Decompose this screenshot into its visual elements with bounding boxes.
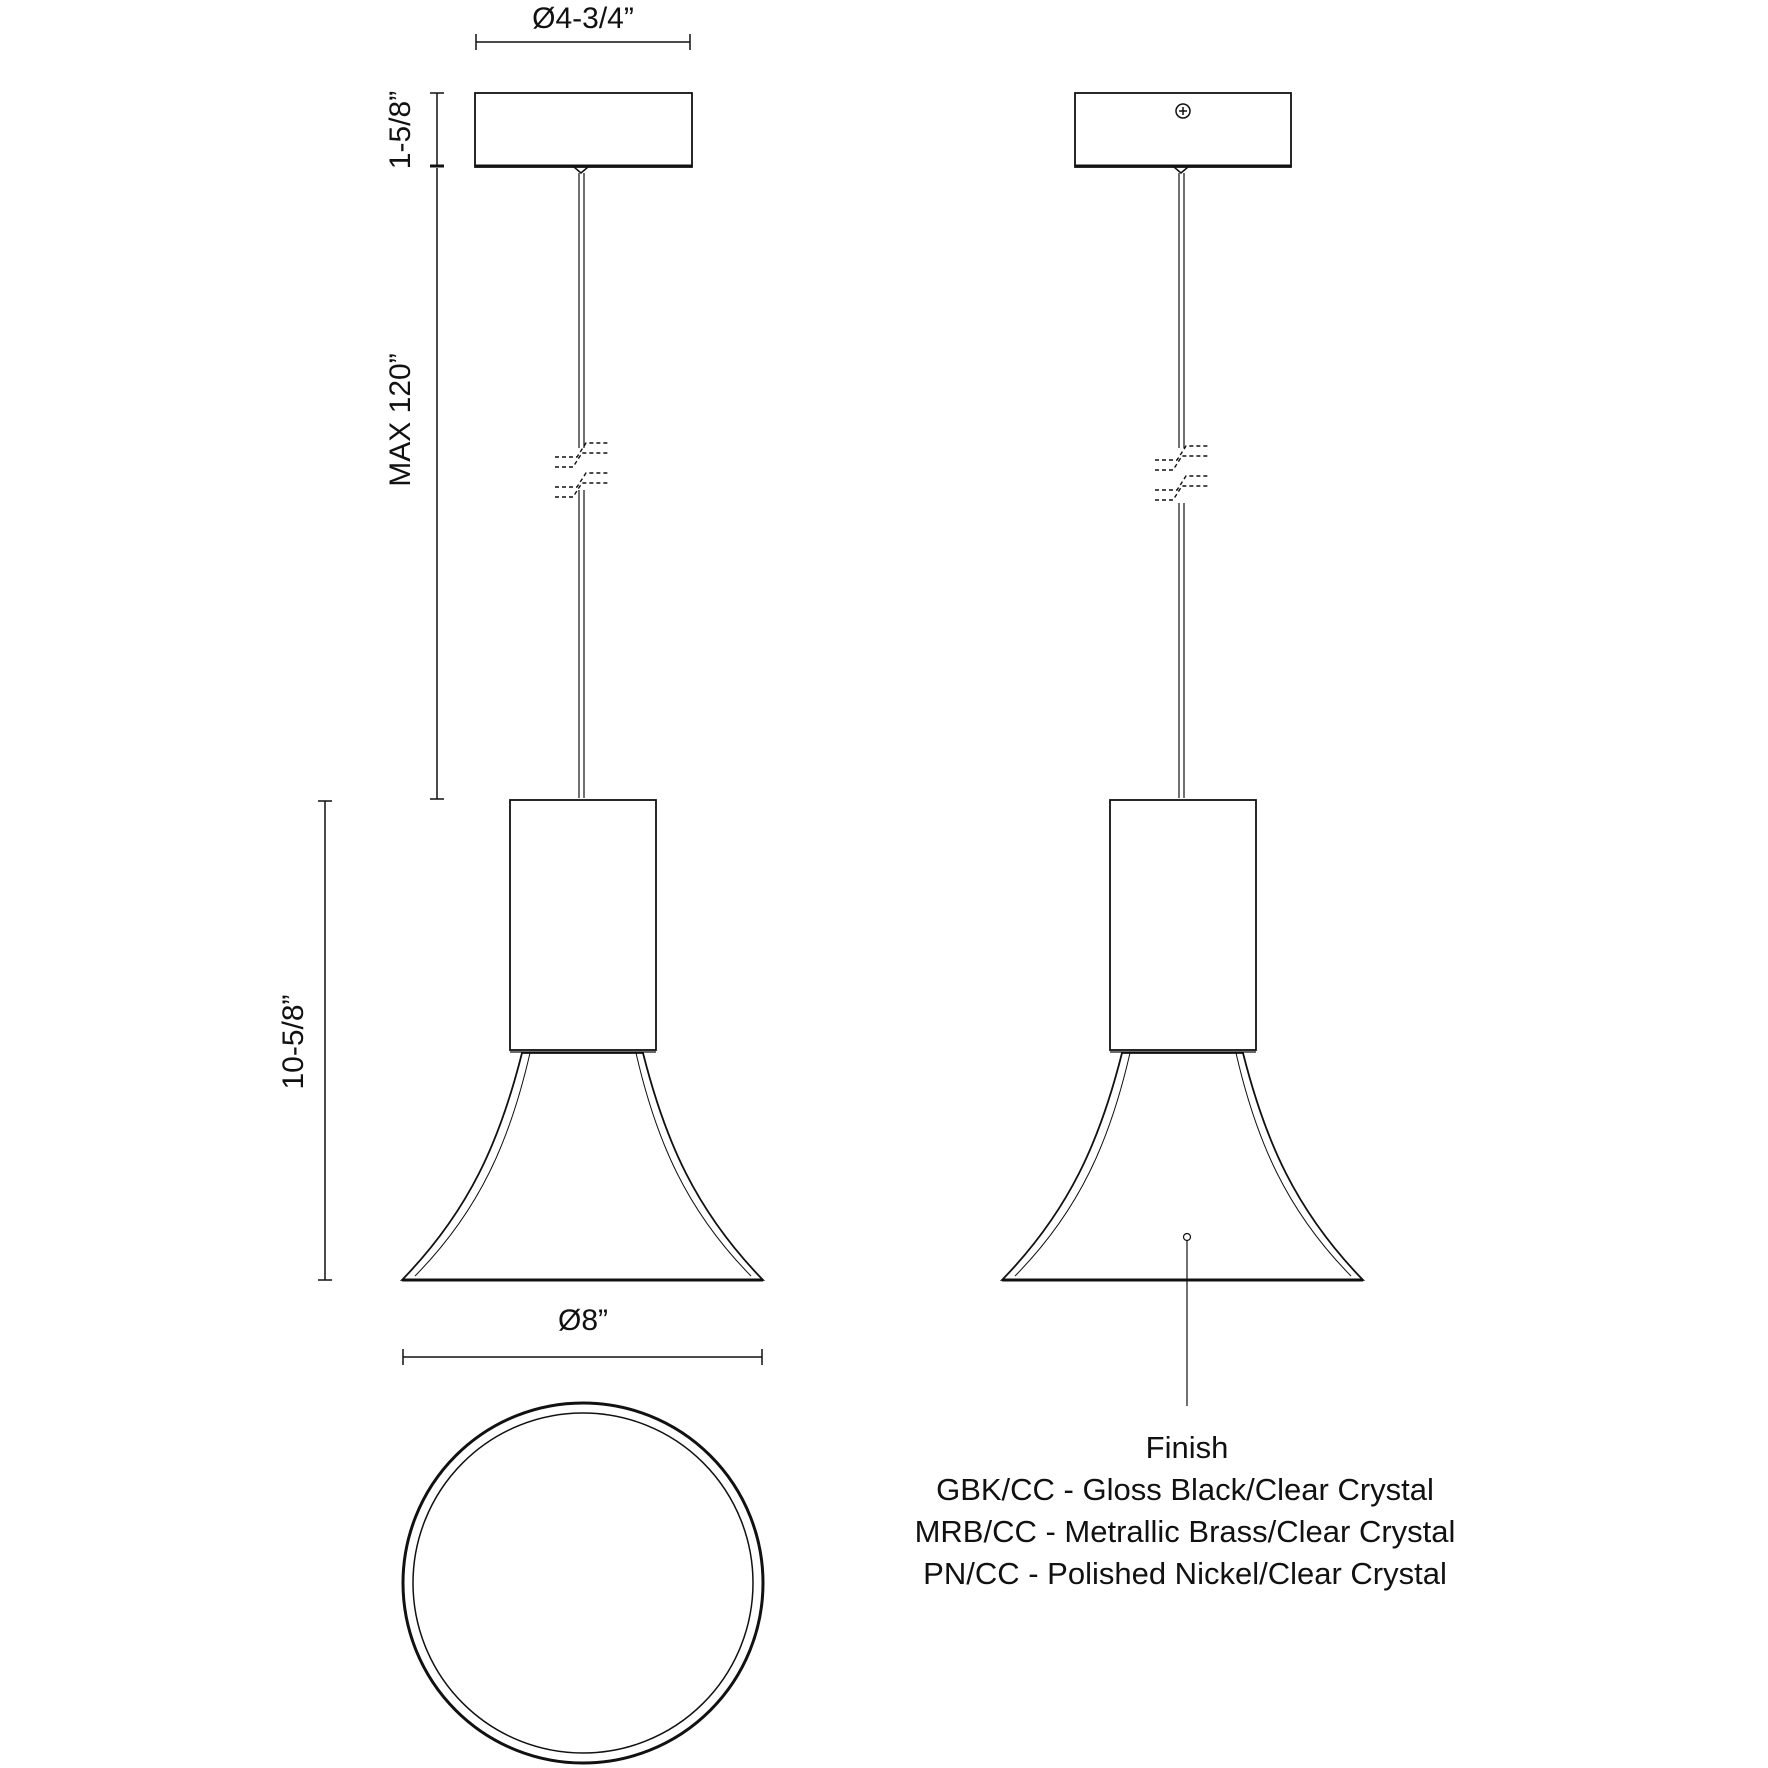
cord-break-symbol bbox=[1155, 446, 1208, 500]
socket-body bbox=[510, 800, 656, 1050]
shade-diameter-label: Ø8” bbox=[557, 1304, 609, 1337]
socket-body bbox=[1110, 800, 1256, 1050]
screw-icon bbox=[1176, 104, 1190, 118]
dimension-canopy-height bbox=[384, 91, 444, 169]
canopy-height-label: 1-5/8” bbox=[384, 90, 417, 170]
finish-option-gbk: GBK/CC - Gloss Black/Clear Crystal bbox=[936, 1472, 1434, 1507]
canopy bbox=[475, 93, 692, 167]
cord-length-label: MAX 120” bbox=[384, 353, 417, 487]
canopy-diameter-label: Ø4-3/4” bbox=[532, 2, 634, 35]
front-view-finish bbox=[1002, 93, 1363, 1406]
dimension-shade-diameter bbox=[403, 1304, 762, 1365]
finish-option-mrb: MRB/CC - Metrallic Brass/Clear Crystal bbox=[914, 1514, 1456, 1549]
front-view-dimensioned bbox=[277, 2, 763, 1365]
dimension-cord-length bbox=[384, 168, 444, 799]
bell-shade bbox=[1002, 1053, 1363, 1280]
cord-break-symbol bbox=[555, 443, 608, 497]
bell-shade bbox=[402, 1053, 763, 1280]
fixture-height-label: 10-5/8” bbox=[277, 994, 310, 1090]
finish-legend bbox=[915, 1430, 1456, 1591]
finish-option-pn: PN/CC - Polished Nickel/Clear Crystal bbox=[923, 1556, 1447, 1591]
finish-leader bbox=[1184, 1234, 1191, 1407]
dimension-canopy-diameter bbox=[476, 2, 690, 50]
finish-heading: Finish bbox=[1145, 1430, 1229, 1465]
dimension-fixture-height bbox=[277, 801, 332, 1280]
bottom-view bbox=[403, 1403, 763, 1763]
